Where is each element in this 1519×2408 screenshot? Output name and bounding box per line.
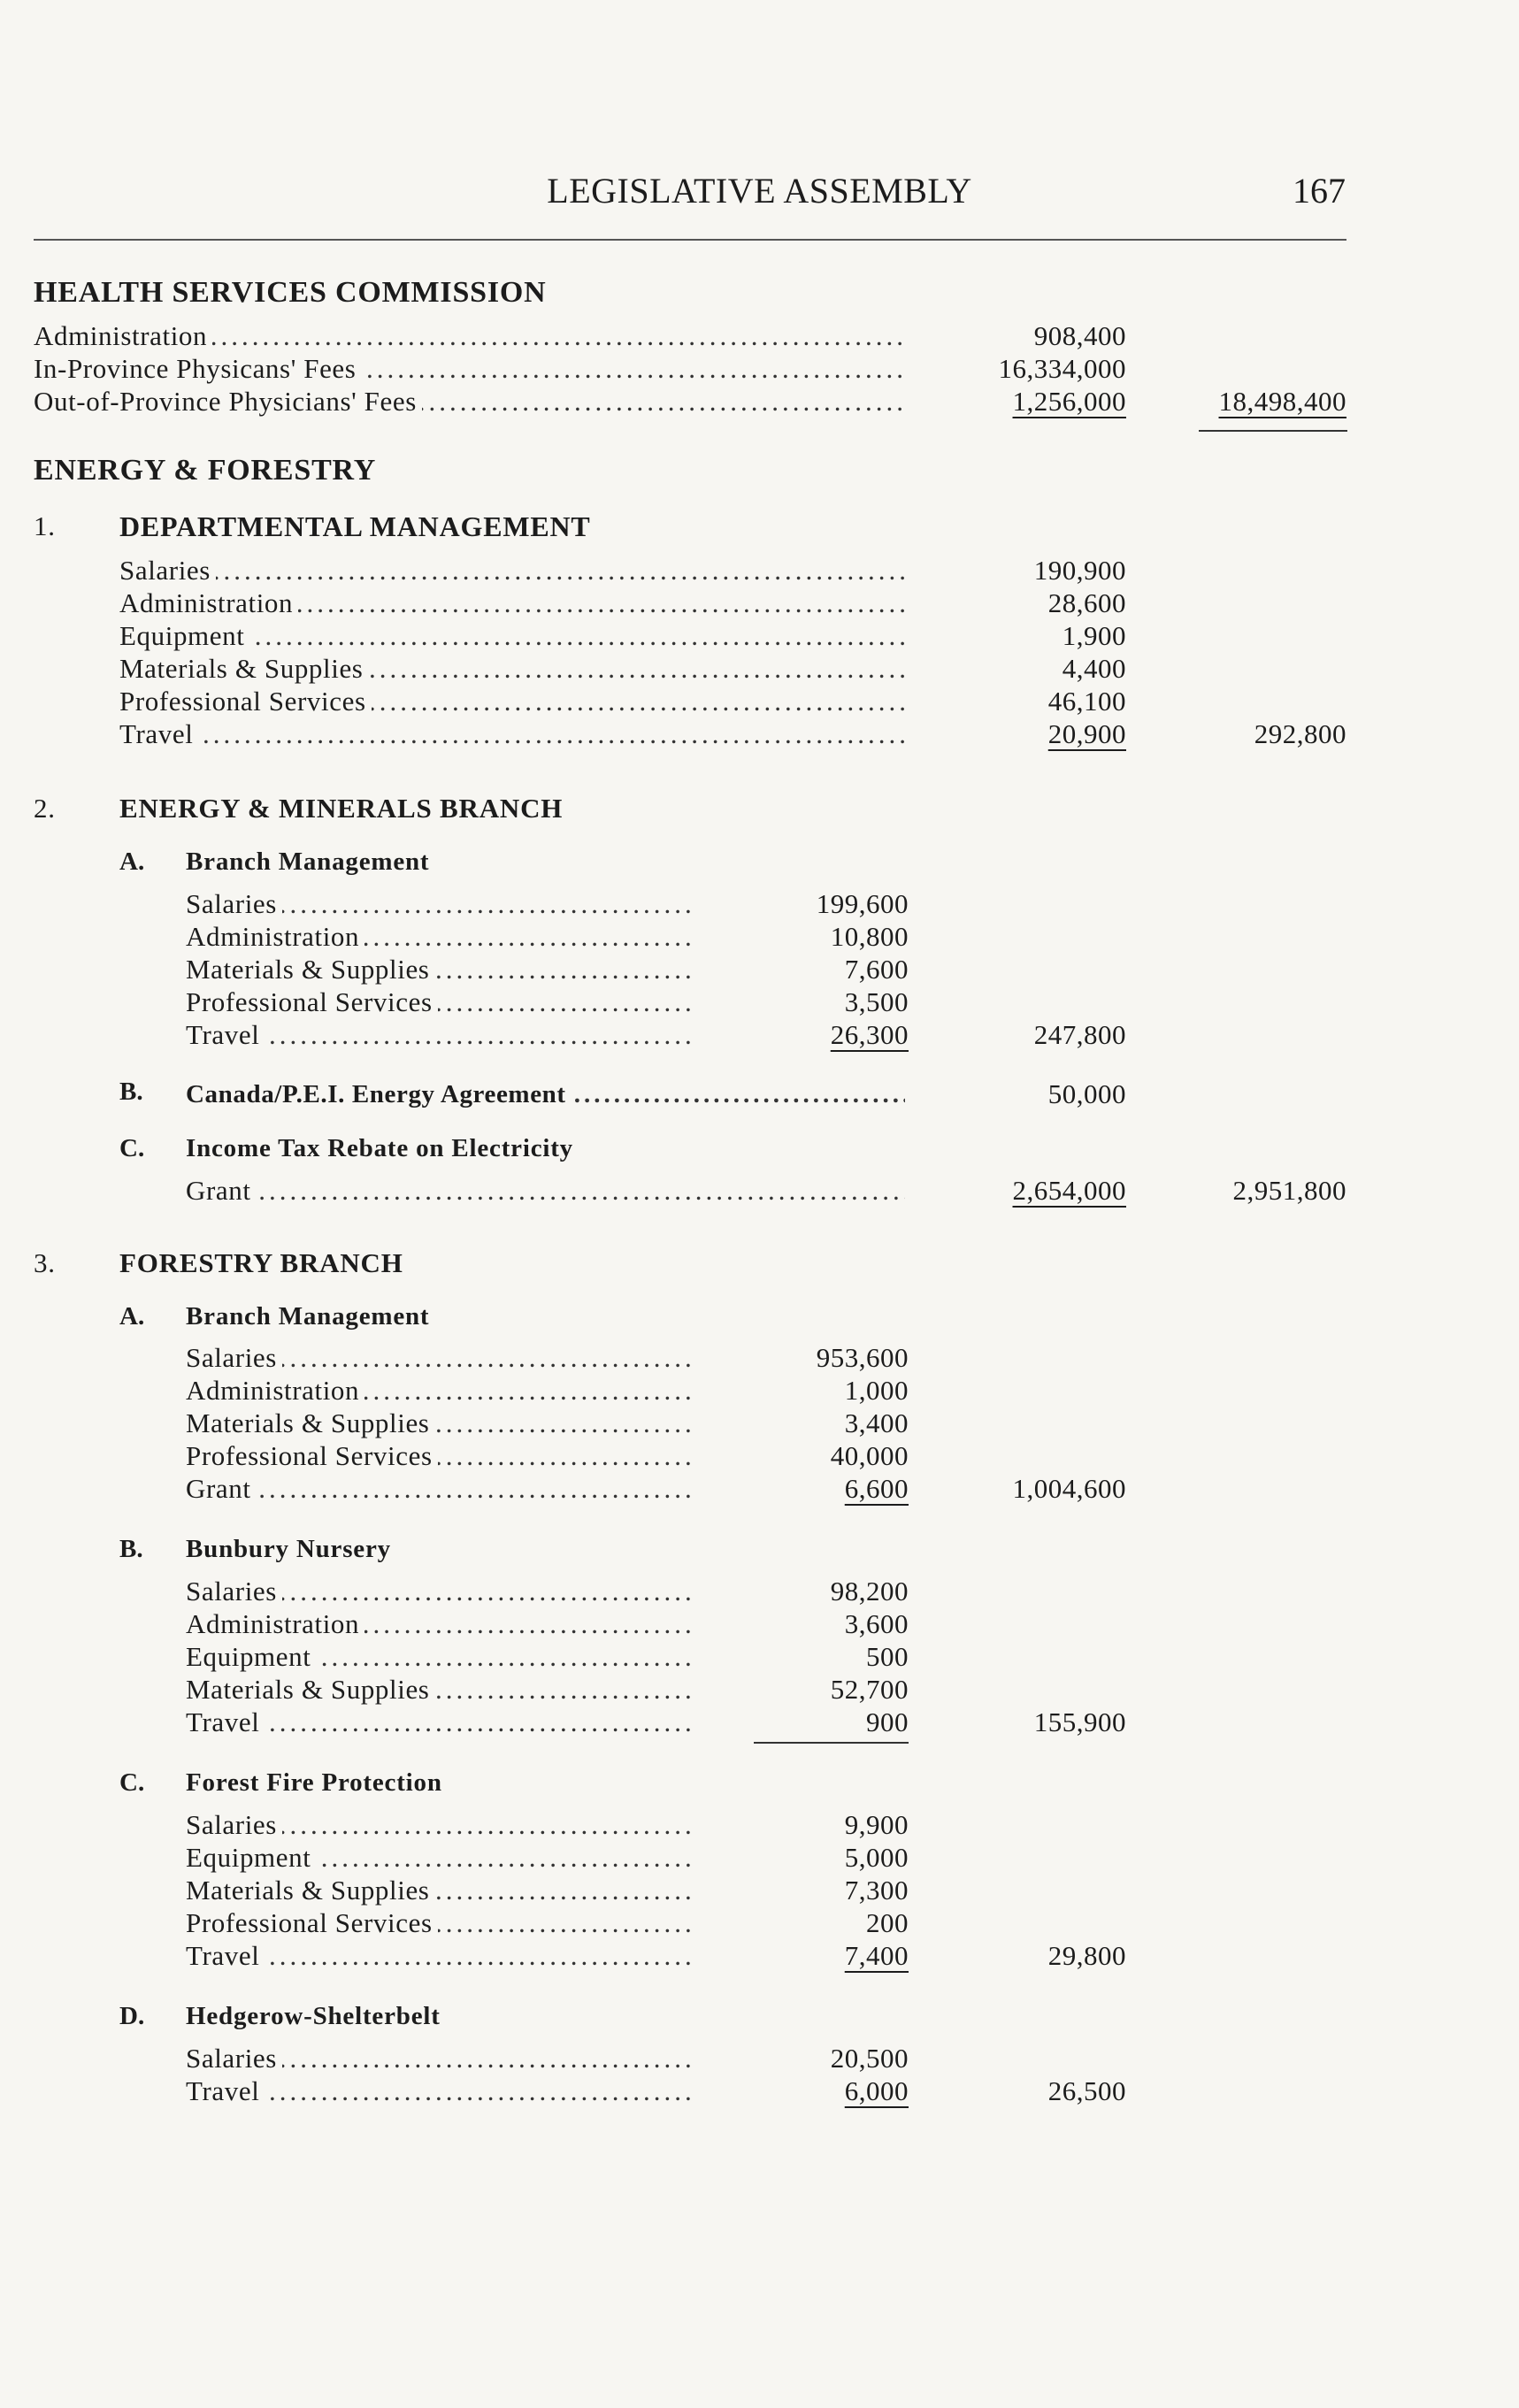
row-amount: 7,300 xyxy=(844,1875,909,1906)
table-row xyxy=(0,1374,1519,1407)
table-row xyxy=(0,1906,1519,1940)
row-amount: 46,100 xyxy=(1047,686,1126,717)
table-row xyxy=(0,385,1519,418)
row-label: Professional Services xyxy=(119,686,372,717)
table-row xyxy=(0,2074,1519,2108)
row-label: Materials & Supplies xyxy=(186,1875,434,1906)
row-label: Travel xyxy=(186,1940,265,1971)
table-row xyxy=(0,920,1519,954)
item-title: Branch Management xyxy=(186,1302,430,1331)
row-amount: 28,600 xyxy=(1047,587,1126,618)
item-letter: B. xyxy=(119,1535,143,1563)
row-label: Out-of-Province Physicians' Fees xyxy=(34,386,422,417)
section-total: 292,800 xyxy=(1254,718,1346,749)
row-label: Salaries xyxy=(186,888,282,919)
row-amount: 199,600 xyxy=(816,888,909,919)
row-amount: 900 xyxy=(866,1706,909,1737)
row-amount: 953,600 xyxy=(816,1342,909,1373)
row-label: Grant xyxy=(186,1473,257,1504)
row-amount: 3,400 xyxy=(844,1407,909,1438)
row-amount: 3,500 xyxy=(844,986,909,1017)
row-amount: 9,900 xyxy=(844,1809,909,1840)
table-row xyxy=(0,1640,1519,1674)
item-subtotal: 26,500 xyxy=(1047,2075,1126,2106)
item-letter: D. xyxy=(119,2002,145,2030)
table-row xyxy=(0,319,1519,353)
row-label: Professional Services xyxy=(186,1907,438,1938)
table-row xyxy=(0,1439,1519,1473)
row-amount: 200 xyxy=(866,1907,909,1938)
row-label: Administration xyxy=(119,587,298,618)
table-row xyxy=(0,717,1519,751)
row-label: Administration xyxy=(186,921,364,952)
table-row xyxy=(0,1341,1519,1375)
table-row xyxy=(0,985,1519,1019)
item-subtotal: 247,800 xyxy=(1033,1019,1126,1050)
row-label: Professional Services xyxy=(186,986,438,1017)
row-label: Travel xyxy=(186,1019,265,1050)
section-title-health: HEALTH SERVICES COMMISSION xyxy=(34,276,547,309)
row-label: Administration xyxy=(186,1375,364,1406)
item-title: Bunbury Nursery xyxy=(186,1535,391,1563)
row-label: Materials & Supplies xyxy=(186,1674,434,1705)
row-amount: 7,400 xyxy=(844,1940,909,1971)
subsection-title: FORESTRY BRANCH xyxy=(119,1247,403,1278)
section-title-energy: ENERGY & FORESTRY xyxy=(34,454,377,487)
row-amount: 50,000 xyxy=(1047,1078,1126,1109)
row-amount: 98,200 xyxy=(830,1576,909,1607)
item-subtotal: 1,004,600 xyxy=(1012,1473,1126,1504)
item-subtotal: 155,900 xyxy=(1033,1706,1126,1737)
row-label: Professional Services xyxy=(186,1440,438,1471)
row-amount: 6,000 xyxy=(844,2075,909,2106)
header-rule xyxy=(34,239,1346,241)
row-amount: 52,700 xyxy=(830,1674,909,1705)
double-underline xyxy=(1199,430,1347,432)
table-row xyxy=(0,1174,1519,1208)
row-amount: 1,900 xyxy=(1062,620,1126,651)
table-row xyxy=(0,1706,1519,1739)
row-amount: 20,500 xyxy=(830,2043,909,2074)
row-label: Materials & Supplies xyxy=(119,653,368,684)
table-row xyxy=(0,352,1519,386)
row-amount: 908,400 xyxy=(1033,320,1126,351)
row-label: Administration xyxy=(186,1608,364,1639)
subtotal-underline xyxy=(754,1742,909,1744)
section-number: 2. xyxy=(34,793,56,824)
table-row xyxy=(0,554,1519,587)
row-amount: 10,800 xyxy=(830,921,909,952)
row-label: Travel xyxy=(186,2075,265,2106)
table-row xyxy=(0,1607,1519,1641)
item-letter: B. xyxy=(119,1077,143,1106)
table-row xyxy=(0,587,1519,620)
section-total: 2,951,800 xyxy=(1232,1175,1346,1206)
item-letter: C. xyxy=(119,1768,145,1797)
row-label: Grant xyxy=(186,1175,257,1206)
row-amount: 1,256,000 xyxy=(1012,386,1126,417)
table-row xyxy=(0,953,1519,986)
table-row xyxy=(0,1407,1519,1440)
row-label: In-Province Physicans' Fees xyxy=(34,353,361,384)
row-label: Equipment xyxy=(186,1641,316,1672)
row-amount: 20,900 xyxy=(1047,718,1126,749)
row-label: Equipment xyxy=(119,620,249,651)
row-amount: 4,400 xyxy=(1062,653,1126,684)
page-number: 167 xyxy=(1293,171,1346,211)
row-label: Equipment xyxy=(186,1842,316,1873)
row-label: Administration xyxy=(34,320,212,351)
table-row xyxy=(0,685,1519,718)
table-row xyxy=(0,1018,1519,1052)
table-row xyxy=(0,1939,1519,1973)
row-amount: 40,000 xyxy=(830,1440,909,1471)
row-label: Salaries xyxy=(119,555,216,586)
table-row xyxy=(0,887,1519,921)
table-row xyxy=(0,1841,1519,1875)
row-label: Salaries xyxy=(186,1576,282,1607)
item-title: Branch Management xyxy=(186,847,430,876)
table-row xyxy=(0,1575,1519,1608)
table-row xyxy=(0,652,1519,686)
row-label: Salaries xyxy=(186,2043,282,2074)
item-letter: A. xyxy=(119,847,145,876)
table-row xyxy=(0,619,1519,653)
item-subtotal: 29,800 xyxy=(1047,1940,1126,1971)
row-amount: 500 xyxy=(866,1641,909,1672)
section-number: 1. xyxy=(34,510,56,541)
row-amount: 3,600 xyxy=(844,1608,909,1639)
page-header-title: LEGISLATIVE ASSEMBLY xyxy=(547,171,972,211)
row-label: Salaries xyxy=(186,1809,282,1840)
row-amount: 1,000 xyxy=(844,1375,909,1406)
table-row xyxy=(0,1472,1519,1506)
row-amount: 5,000 xyxy=(844,1842,909,1873)
table-row xyxy=(0,2042,1519,2075)
table-row xyxy=(0,1874,1519,1907)
item-title: Forest Fire Protection xyxy=(186,1768,442,1797)
row-amount: 16,334,000 xyxy=(998,353,1126,384)
row-amount: 2,654,000 xyxy=(1012,1175,1126,1206)
item-letter: C. xyxy=(119,1134,145,1162)
row-label: Materials & Supplies xyxy=(186,1407,434,1438)
row-amount: 6,600 xyxy=(844,1473,909,1504)
section-number: 3. xyxy=(34,1247,56,1278)
table-row xyxy=(0,1673,1519,1706)
row-label: Materials & Supplies xyxy=(186,954,434,985)
item-title: Hedgerow-Shelterbelt xyxy=(186,2002,441,2030)
item-title: Income Tax Rebate on Electricity xyxy=(186,1134,573,1162)
row-label: Salaries xyxy=(186,1342,282,1373)
table-row xyxy=(0,1808,1519,1842)
row-label: Travel xyxy=(186,1706,265,1737)
subsection-title: DEPARTMENTAL MANAGEMENT xyxy=(119,510,591,542)
row-amount: 26,300 xyxy=(830,1019,909,1050)
row-amount: 7,600 xyxy=(844,954,909,985)
item-letter: A. xyxy=(119,1302,145,1331)
section-total: 18,498,400 xyxy=(1218,386,1346,417)
subsection-title: ENERGY & MINERALS BRANCH xyxy=(119,793,564,824)
row-label: Travel xyxy=(119,718,198,749)
row-amount: 190,900 xyxy=(1033,555,1126,586)
table-row xyxy=(0,1077,1519,1111)
item-title: Canada/P.E.I. Energy Agreement xyxy=(186,1080,572,1108)
